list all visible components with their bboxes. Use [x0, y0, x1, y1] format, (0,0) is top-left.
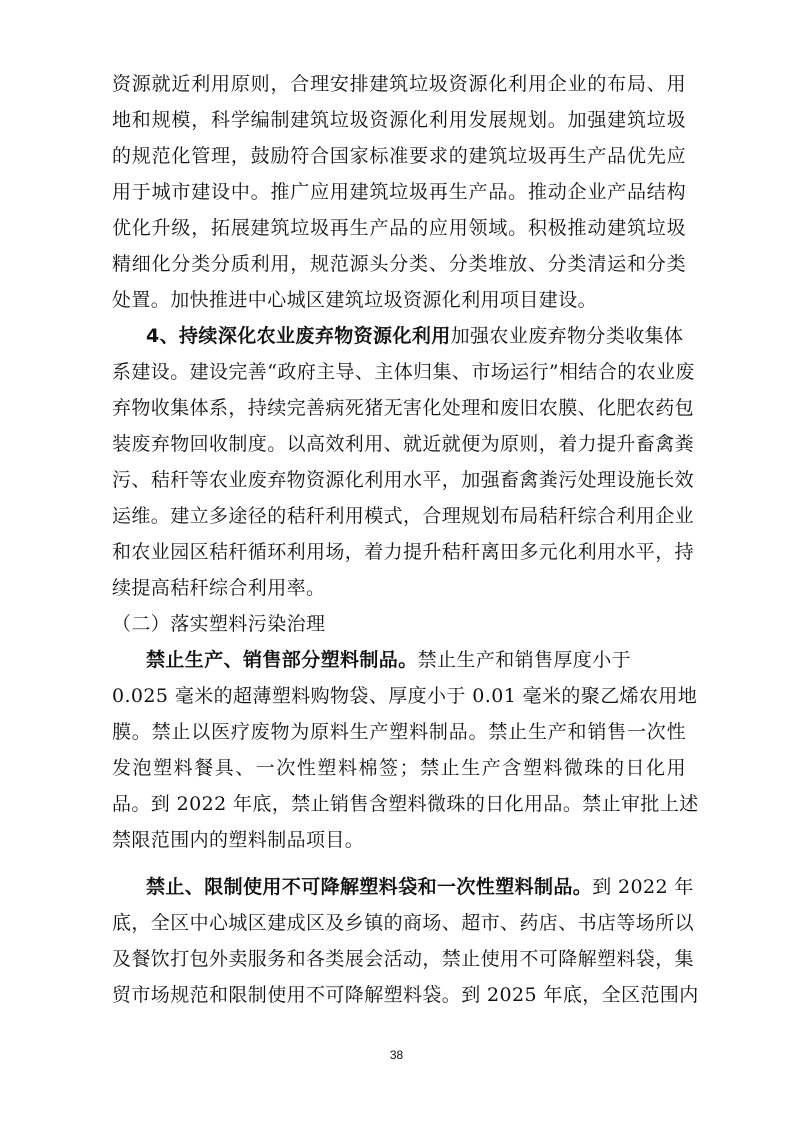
agri-line: 运维。建立多途径的秸秆利用模式，合理规划布局秸秆综合利用企业: [112, 505, 695, 527]
limit-heading-line: [146, 875, 694, 899]
paragraph-line: 地和规模，科学编制建筑垃圾资源化利用发展规划。加强建筑垃圾: [112, 109, 686, 131]
paragraph-line: 资源就近利用原则，合理安排建筑垃圾资源化利用企业的布局、用: [112, 73, 686, 95]
agri-line: 和农业园区秸秆循环利用场，着力提升秸秆离田多元化利用水平，持: [112, 541, 695, 563]
agri-line: 系建设。建设完善“政府主导、主体归集、市场运行”相结合的农业废: [112, 361, 695, 383]
agri-line: 污、秸秆等农业废弃物资源化利用水平，加强畜禽粪污处理设施长效: [112, 469, 695, 491]
ban-line: 禁限范围内的塑料制品项目。: [112, 829, 365, 851]
ban-line: 品。到 2022 年底，禁止销售含塑料微珠的日化用品。禁止审批上述: [112, 793, 699, 815]
agri-bold-heading: 4、持续深化农业废弃物资源化利用: [146, 325, 451, 347]
ban-line: 膜。禁止以医疗废物为原料生产塑料制品。禁止生产和销售一次性: [112, 721, 686, 743]
page-number: 38: [389, 1048, 404, 1062]
paragraph-line: 优化升级，拓展建筑垃圾再生产品的应用领域。积极推动建筑垃圾: [112, 217, 686, 239]
paragraph-line: 的规范化管理，鼓励符合国家标准要求的建筑垃圾再生产品优先应: [112, 145, 686, 167]
ban-line: 发泡塑料餐具、一次性塑料棉签；禁止生产含塑料微珠的日化用: [112, 757, 686, 779]
limit-line: 及餐饮打包外卖服务和各类展会活动，禁止使用不可降解塑料袋，集: [112, 948, 695, 970]
ban-heading-line: [146, 648, 631, 672]
ban-bold-heading: 禁止生产、销售部分塑料制品。: [146, 649, 418, 671]
paragraph-line: 精细化分类分质利用，规范源头分类、分类堆放、分类清运和分类: [112, 253, 686, 275]
limit-first-text: 到 2022 年: [592, 876, 694, 898]
ban-first-text: 禁止生产和销售厚度小于: [417, 649, 632, 671]
agri-line: 弃物收集体系，持续完善病死猪无害化处理和废旧农膜、化肥农药包: [112, 397, 695, 419]
agri-heading-line: [146, 324, 683, 348]
limit-bold-heading: 禁止、限制使用不可降解塑料袋和一次性塑料制品。: [146, 876, 593, 898]
ban-line: 0.025 毫米的超薄塑料购物袋、厚度小于 0.01 毫米的聚乙烯农用地: [112, 685, 698, 707]
agri-line: 续提高秸秆综合利用率。: [112, 577, 326, 599]
agri-first-text: 加强农业废弃物分类收集体: [450, 325, 684, 347]
section-heading: （二）落实塑料污染治理: [112, 613, 326, 635]
agri-line: 装废弃物回收制度。以高效利用、就近就便为原则，着力提升畜禽粪: [112, 433, 695, 455]
limit-line: 贸市场规范和限制使用不可降解塑料袋。到 2025 年底，全区范围内: [112, 984, 699, 1006]
paragraph-line: 用于城市建设中。推广应用建筑垃圾再生产品。推动企业产品结构: [112, 181, 686, 203]
limit-line: 底，全区中心城区建成区及乡镇的商场、超市、药店、书店等场所以: [112, 912, 695, 934]
paragraph-line: 处置。加快推进中心城区建筑垃圾资源化利用项目建设。: [112, 289, 598, 311]
